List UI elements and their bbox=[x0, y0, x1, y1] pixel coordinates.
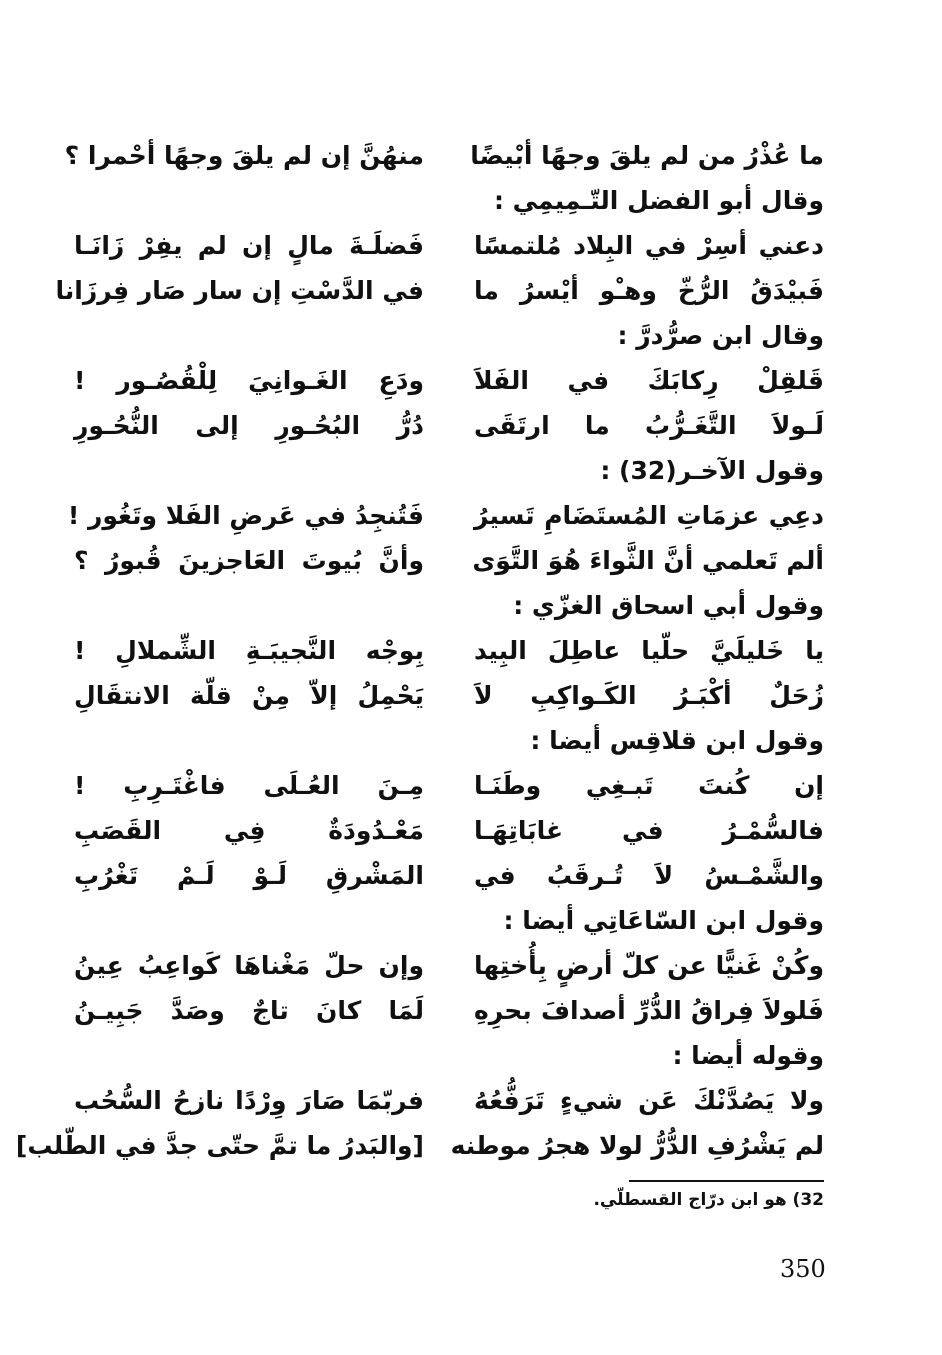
verse-1-first-hemistich: ما عُذْرُ من لم يلقَ وجهًا أبْيضًا bbox=[470, 141, 824, 170]
verse-2-second-hemistich: فَضلَـةَ مالٍ إن لم يفِرْ زَانَـا bbox=[74, 231, 424, 260]
verse-4-second-hemistich: ودَعِ الغَـوانِيَ لِلْقُصُـور ! bbox=[74, 366, 424, 395]
verse-10-second-hemistich: مِـنَ العُـلَى فاغْتَـرِبِ ! bbox=[74, 771, 424, 800]
verse-2-first-hemistich: دعني أسِرْ في البِلاد مُلتمسًا bbox=[474, 231, 824, 260]
verse-7-second-hemistich: وأنَّ بُيوتَ العَاجزينَ قُبورُ ؟ bbox=[74, 546, 424, 575]
attribution-heading: وقول ابن السّاعَاتِي أيضا : bbox=[503, 906, 824, 935]
verse-11-second-hemistich: مَعْـدُودَةٌ فِي القَصَبِ bbox=[74, 816, 424, 845]
verse-12-second-hemistich: المَشْرقِ لَـوْ لَـمْ تَغْرُبِ bbox=[74, 861, 424, 890]
verse-6-second-hemistich: فَتُنجِدُ في عَرضِ الفَلا وتَغُور ! bbox=[67, 501, 424, 530]
attribution-heading: وقول أبي اسحاق الغزّي : bbox=[513, 591, 824, 620]
verse-13-second-hemistich: وإن حلّ مَغْناهَا كَواعِبُ عِينُ bbox=[74, 951, 424, 980]
attribution-heading: وقوله أيضا : bbox=[672, 1041, 824, 1070]
verse-11-first-hemistich: فالسُّمْـرُ في غابَاتِهَـا bbox=[474, 816, 824, 845]
verse-1-second-hemistich: منهُنَّ إن لم يلقَ وجهًا أحْمرا ؟ bbox=[64, 141, 424, 170]
verse-4-first-hemistich: قَلقِلْ رِكابَكَ في الفَلاَ bbox=[474, 366, 824, 395]
verse-15-second-hemistich: فربّمَا صَارَ وِرْدًا نازحُ السُّحُب bbox=[74, 1086, 424, 1115]
footnote-divider bbox=[629, 1180, 824, 1182]
page-number: 350 bbox=[780, 1255, 826, 1283]
attribution-heading: وقال ابن صرُّدرَّ : bbox=[617, 321, 824, 350]
verse-15-first-hemistich: ولا يَصُدَّنْكَ عَن شيءٍ تَرَفُّعُهُ bbox=[474, 1086, 824, 1115]
attribution-heading: وقول ابن قلاقِس أيضا : bbox=[530, 726, 824, 755]
verse-5-first-hemistich: لَـولاَ التَّغَـرُّبُ ما ارتَقَى bbox=[474, 411, 824, 440]
verse-16-second-hemistich: [والبَدرُ ما تمَّ حتّى جدَّ في الطّلب] bbox=[15, 1131, 424, 1160]
verse-3-first-hemistich: فَبيْدَقُ الرُّخّ وهـْو أيْسرُ ما bbox=[474, 276, 824, 305]
verse-3-second-hemistich: في الدَّسْتِ إن سار صَار فِرزَانا bbox=[55, 276, 424, 305]
footnote: 32) هو ابن درّاج القسطلّي. bbox=[593, 1190, 824, 1210]
verse-6-first-hemistich: دعِي عزمَاتِ المُستَضَامِ تَسيرُ bbox=[474, 501, 824, 530]
verse-14-second-hemistich: لَمَا كانَ تاجٌ وصَدَّ جَبِيـنُ bbox=[74, 996, 424, 1025]
verse-7-first-hemistich: ألم تَعلمي أنَّ الثَّواءَ هُوَ التَّوَى bbox=[472, 546, 824, 575]
verse-8-first-hemistich: يا خَليلَيَّ حلّيا عاطِلَ البِيد bbox=[474, 636, 824, 665]
attribution-heading: وقال أبو الفضل التّـمِيمِي : bbox=[493, 186, 824, 215]
verse-12-first-hemistich: والشَّمْـسُ لاَ تُـرقَبُ في bbox=[474, 861, 824, 890]
verse-5-second-hemistich: دُرُّ البُحُـورِ إلى النُّحُـورِ bbox=[74, 411, 424, 440]
verse-16-first-hemistich: لم يَشْرُفِ الدُّرُّ لولا هجرُ موطنه bbox=[450, 1131, 824, 1160]
verse-9-first-hemistich: زُحَلٌ أكْبَـرُ الكَـواكِبِ لاَ bbox=[474, 681, 824, 710]
verse-14-first-hemistich: فَلولاَ فِراقُ الدُّرِّ أصدافَ بحرِهِ bbox=[474, 996, 824, 1025]
verse-10-first-hemistich: إن كُنتَ تَبـغِي وطَنَـا bbox=[474, 771, 824, 800]
verse-13-first-hemistich: وكُنْ غَنيًّا عن كلّ أرضٍ بِأُختِها bbox=[474, 951, 824, 980]
verse-9-second-hemistich: يَحْمِلُ إلاّ مِنْ قلّة الانتقَالِ bbox=[74, 681, 424, 710]
attribution-heading: وقول الآخـر(32) : bbox=[600, 456, 824, 485]
verse-8-second-hemistich: بِوجْه النَّجيبَـةِ الشِّملالِ ! bbox=[74, 636, 424, 665]
